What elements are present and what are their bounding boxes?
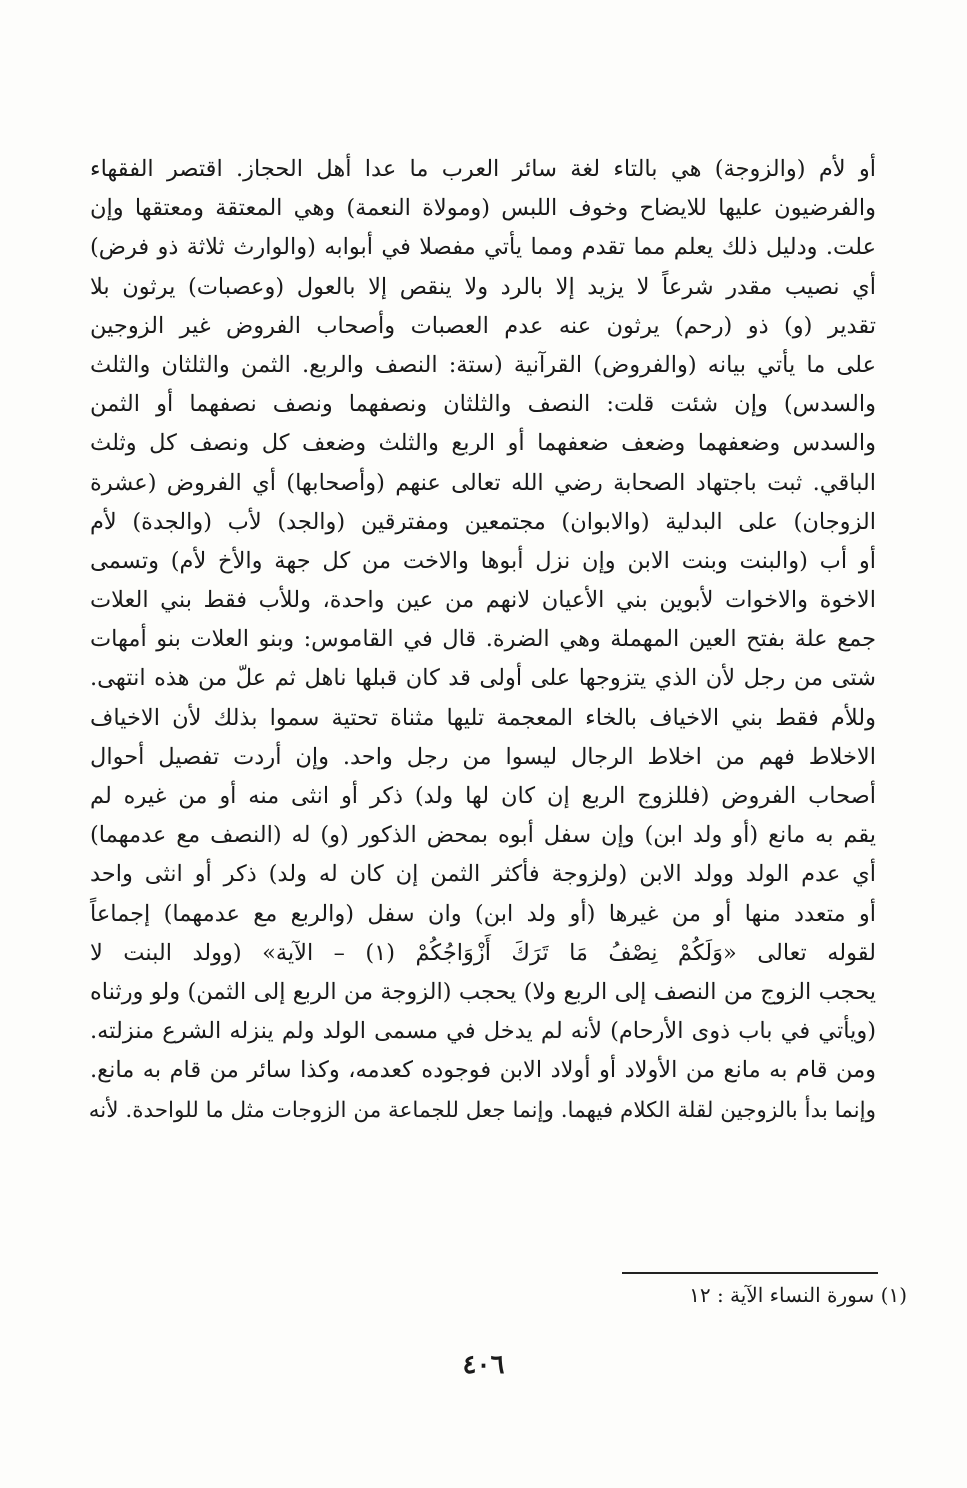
text-line: يقم به مانع (أو ولد ابن) وإن سفل أبوه بمحض الذكور (و) له (النصف مع عدمهما) bbox=[90, 822, 876, 849]
text-line: والسدس) وإن شئت قلت: النصف والثلثان ونصفهما ونصف نصفهما أو الثمن bbox=[90, 391, 876, 418]
text-line: الاخوة والاخوات لأبوين بني الأعيان لانهم من عين واحدة، وللأب فقط بني العلات bbox=[90, 587, 876, 614]
text-line: وللأم فقط بني الاخياف بالخاء المعجمة تليها مثناة تحتية سموا بذلك لأن الاخياف bbox=[90, 704, 876, 731]
text-line: أو لأم (والزوجة) هي بالتاء لغة سائر العرب ما عدا أهل الحجاز. اقتصر الفقهاء bbox=[90, 156, 876, 182]
footnote: (١) سورة النساء الآية : ١٢ bbox=[689, 1283, 907, 1307]
text-line: أو أب (والبنت وبنت الابن وإن نزل أبوها والاخت من كل جهة والأخ لأم) وتسمى bbox=[90, 547, 876, 574]
text-line: والفرضيون عليها للايضاح وخوف اللبس (ومولاة النعمة) وهي المعتقة ومعتقها وإن bbox=[90, 195, 876, 222]
text-line: على ما يأتي بيانه (والفروض) القرآنية (ستة: النصف والربع. الثمن والثلثان والثلث bbox=[90, 351, 876, 378]
text-line: أصحاب الفروض (فللزوج الربع إن كان لها ولد) ذكر أو انثى منه أو من غيره لم bbox=[90, 783, 876, 809]
text-line: والسدس وضعفهما وضعف ضعفهما أو الربع والثلث وضعف كل ونصف كل وثلث bbox=[90, 430, 876, 457]
text-line: أي نصيب مقدر شرعاً لا يزيد إلا بالرد ولا ينقص إلا بالعول (وعصبات) يرثون بلا bbox=[90, 273, 876, 300]
text-line: أي عدم الولد وولد الابن (ولزوجة فأكثر الثمن إن كان له ولد) ذكر أو انثى واحد bbox=[90, 861, 876, 888]
text-line: الزوجان) على البدلية (والابوان) مجتمعين ومفترقين (والجد) لأب (والجدة) لأم bbox=[90, 508, 876, 535]
text-line: شتى من رجل لأن الذي يتزوجها على أولى قد كان قبلها ناهل ثم علّ من هذه انتهى. bbox=[90, 665, 876, 692]
text-line: جمع علة بفتح العين المهملة وهي الضرة. قال في القاموس: وبنو العلات بنو أمهات bbox=[90, 626, 876, 653]
text-line: الباقي. ثبت باجتهاد الصحابة رضي الله تعالى عنهم (وأصحابها) أي الفروض (عشرة bbox=[90, 469, 876, 496]
footnote-separator bbox=[622, 1272, 878, 1274]
text-line: علت. ودليل ذلك يعلم مما تقدم ومما يأتي مفصلا في أبوابه (والوارث ثلاثة ذو فرض) bbox=[90, 234, 876, 261]
page-number: ٤٠٦ bbox=[462, 1350, 505, 1380]
text-line: الاخلاط فهم من اخلاط الرجال ليسوا من رجل واحد. وإن أردت تفصيل أحوال bbox=[90, 743, 876, 770]
text-line: تقدير (و) ذو (رحم) يرثون عنه عدم العصبات وأصحاب الفروض غير الزوجين bbox=[90, 312, 876, 339]
text-line: يحجب الزوج من النصف إلى الربع ولا) يحجب (الزوجة من الربع إلى الثمن) ولو ورثناه bbox=[90, 978, 876, 1005]
main-text-block bbox=[90, 150, 876, 1130]
text-line: أو متعدد منها أو من غيرها (أو ولد ابن) وان سفل (والربع مع عدمهما) إجماعاً bbox=[90, 900, 876, 927]
text-line: (ويأتي في باب ذوى الأرحام) لأنه لم يدخل في مسمى الولد ولم ينزله الشرع منزلته. bbox=[90, 1018, 876, 1045]
text-line: وإنما بدأ بالزوجين لقلة الكلام فيهما. وإنما جعل للجماعة من الزوجات مثل ما للواحدة. لأنه bbox=[88, 1097, 876, 1123]
text-line: لقوله تعالى «وَلَكُمْ نِصْفُ مَا تَرَكَ أَزْوَاجُكُمْ (١) – الآية» (وولد البنت لا bbox=[90, 939, 877, 966]
text-line: ومن قام به مانع من الأولاد أو أولاد الابن فوجوده كعدمه، وكذا سائر من قام به مانع. bbox=[90, 1057, 876, 1084]
